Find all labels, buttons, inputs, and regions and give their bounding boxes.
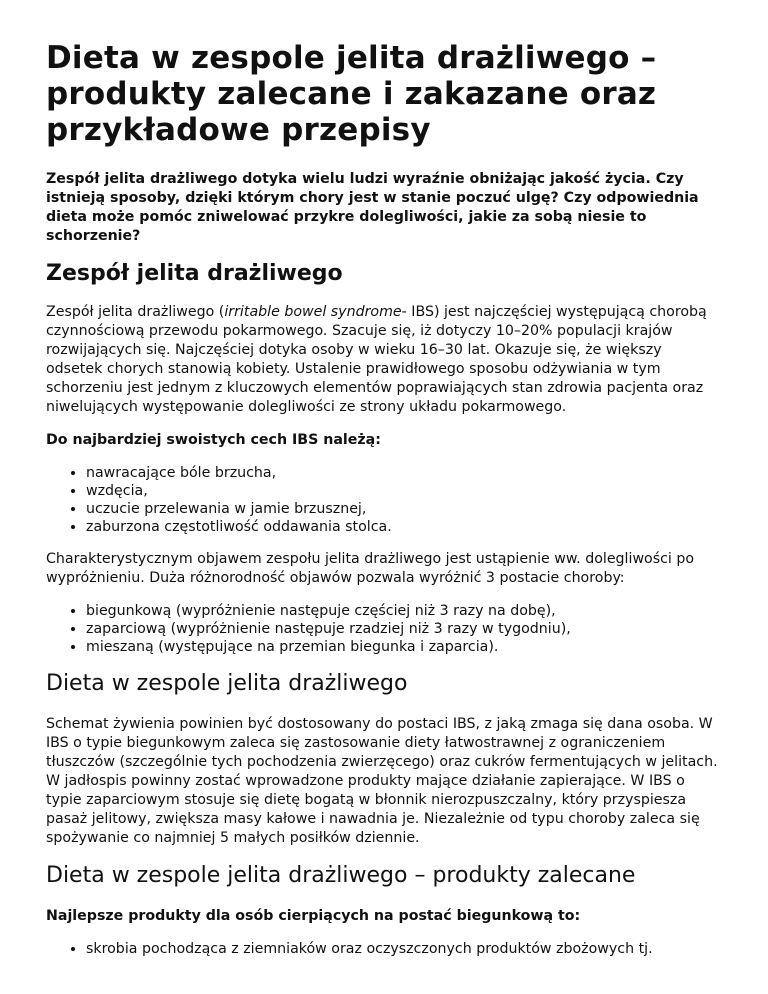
section-heading-diet: Dieta w zespole jelita drażliwego — [46, 671, 408, 696]
page-title: Dieta w zespole jelita drażliwego – produkty zalecane i zakazane oraz przykładowe przepisy — [46, 40, 657, 148]
forms-list — [46, 602, 722, 656]
symptoms-paragraph: Charakterystycznym objawem zespołu jelita drażliwego jest ustąpienie ww. dolegliwości po wypróżnieniu. Duża różnorodność objawów pozwala wyróżnić 3 postacie choroby: — [46, 551, 695, 586]
list-item: • mieszaną (występujące na przemian biegunka i zaparcia). — [86, 638, 722, 656]
list-item: • zaburzona częstotliwość oddawania stolca. — [86, 518, 722, 536]
list-item: • wzdęcia, — [86, 482, 722, 500]
list-item: • biegunkową (wypróżnienie następuje częściej niż 3 razy na dobę), — [86, 602, 722, 620]
intro-text-start: Zespół jelita drażliwego ( — [46, 304, 225, 320]
intro-text-end: - IBS) jest najczęściej występującą chorobą czynnościową przewodu pokarmowego. Szacuje się, iż dotyczy 10–20% populacji krajów rozwijających się. Najczęściej dotyka osoby w wieku 16–30 lat. Okazuje się, że większy odsetek chorych stanowią kobiety. Ustalenie prawidłowego sposobu odżywiania w tym schorzeniu jest jednym z kluczowych elementów poprawiających stan zdrowia pacjenta oraz niwelujących występowanie dolegliwości ze strony układu pokarmowego. — [46, 304, 707, 415]
list-item: • uczucie przelewania w jamie brzusznej, — [86, 500, 722, 518]
diet-paragraph: Schemat żywienia powinien być dostosowany do postaci IBS, z jaką zmaga się dana osoba. W IBS o typie biegunkowym zaleca się zastosowanie diety łatwostrawnej z ograniczeniem tłuszczów (szczególnie tych pochodzenia zwierzęcego) oraz cukrów fermentujących w jelitach. W jadłospis powinny zostać wprowadzone produkty mające działanie zapierające. W IBS o typie zaparciowym stosuje się dietę bogatą w błonnik nierozpuszczalny, który przyspiesza pasaż jelitowy, zwiększa masy kałowe i nawadnia je. Niezależnie od typu choroby zaleca się spożywanie co najmniej 5 małych posiłków dziennie. — [46, 716, 718, 846]
list-item: • skrobia pochodząca z ziemniaków oraz oczyszczonych produktów zbożowych tj. — [86, 940, 722, 958]
intro-english-term: irritable bowel syndrome — [224, 304, 402, 320]
ibs-intro-paragraph — [46, 303, 722, 417]
list-item: • zaparciową (wypróżnienie następuje rzadziej niż 3 razy w tygodniu), — [86, 620, 722, 638]
features-title: Do najbardziej swoistych cech IBS należą: — [46, 432, 381, 448]
features-list — [46, 464, 722, 536]
section-heading-ibs: Zespół jelita drażliwego — [46, 261, 343, 286]
section-heading-recommended: Dieta w zespole jelita drażliwego – produkty zalecane — [46, 863, 636, 888]
best-products-list — [46, 940, 722, 958]
lead-paragraph: Zespół jelita drażliwego dotyka wielu ludzi wyraźnie obniżając jakość życia. Czy istnieją sposoby, dzięki którym chory jest w stanie poczuć ulgę? Czy odpowiednia dieta może pomóc zniwelować przykre dolegliwości, jakie za sobą niesie to schorzenie? — [46, 171, 699, 244]
list-item: • nawracające bóle brzucha, — [86, 464, 722, 482]
best-products-title: Najlepsze produkty dla osób cierpiących na postać biegunkową to: — [46, 908, 581, 924]
